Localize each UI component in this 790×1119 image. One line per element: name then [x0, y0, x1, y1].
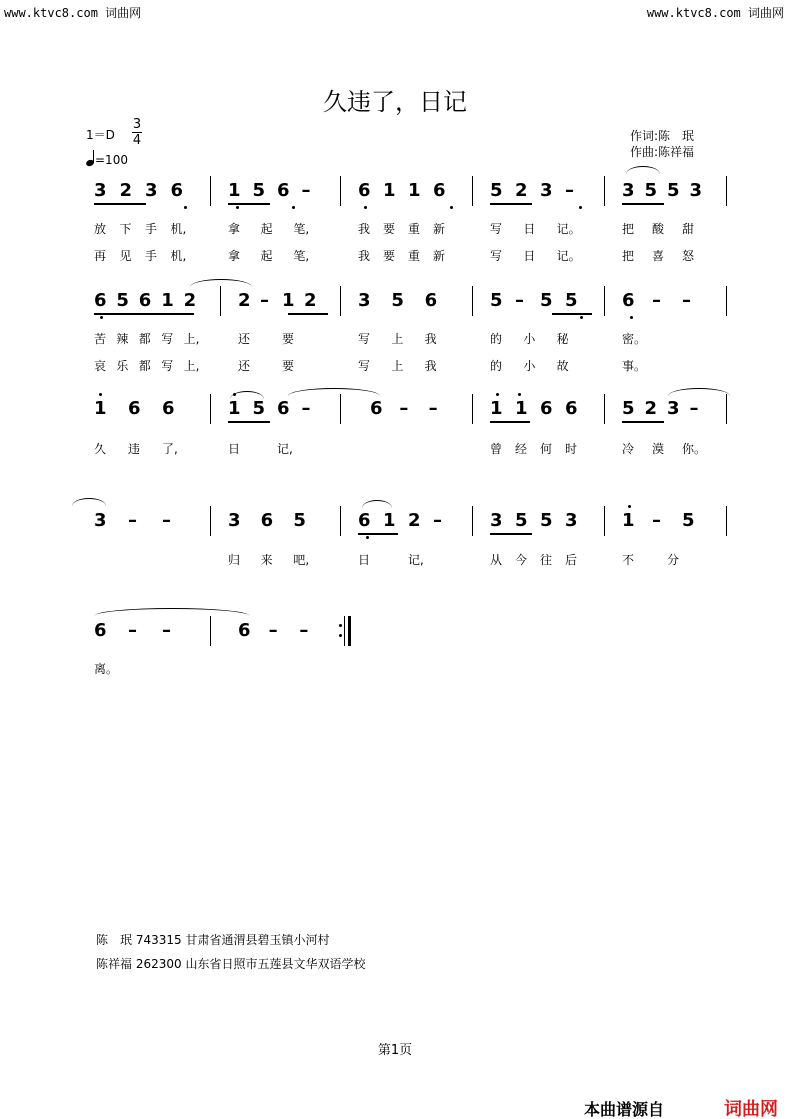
lyric-syllable: 把	[622, 249, 635, 263]
lyric-syllable: 今	[515, 553, 528, 567]
barline	[210, 616, 211, 646]
lyric-syllable: 的	[490, 359, 503, 373]
lyric-syllable: 记。	[556, 249, 581, 263]
dash-extension: –	[299, 620, 309, 641]
note: 5	[252, 180, 266, 201]
note: 6	[565, 398, 578, 419]
dash-extension: –	[689, 398, 699, 419]
note: 1	[490, 398, 503, 419]
lyric-syllable: 吧,	[293, 553, 310, 567]
dash-extension: –	[162, 510, 171, 531]
lyric-syllable: 时	[565, 442, 578, 456]
note: 5	[391, 290, 404, 311]
footer-site-logo[interactable]: 词曲网	[724, 1099, 778, 1119]
note: 6	[260, 510, 274, 531]
note: 2	[515, 180, 528, 201]
lyric-syllable: 记。	[556, 222, 581, 236]
lyric-syllable: 小	[523, 359, 536, 373]
low-octave-dot	[292, 206, 295, 209]
page-number: 第1页	[377, 1043, 413, 1058]
quarter-note-icon	[86, 152, 95, 166]
lyric-syllable: 我	[358, 249, 371, 263]
barline	[604, 286, 605, 316]
dash-extension: –	[128, 510, 137, 531]
note: 1	[161, 290, 174, 311]
low-octave-dot	[630, 316, 633, 319]
lyricist: 作词:陈 珉	[630, 129, 695, 143]
barline	[340, 506, 341, 536]
dash-extension: –	[428, 398, 438, 419]
barline	[210, 394, 211, 424]
barline	[344, 616, 345, 646]
lyric-syllable: 写	[161, 359, 174, 373]
note: 3	[145, 180, 158, 201]
beam-underline	[490, 421, 530, 423]
note: 6	[424, 290, 438, 311]
lyric-syllable: 起	[260, 222, 273, 236]
lyric-syllable: 都	[138, 359, 151, 373]
lyric-syllable: 手	[145, 249, 158, 263]
lyric-syllable: 写	[358, 332, 371, 346]
note: 3	[540, 180, 553, 201]
note: 6	[162, 398, 175, 419]
note: 3	[228, 510, 241, 531]
note: 2	[644, 398, 658, 419]
note: 6	[433, 180, 446, 201]
barline	[726, 176, 727, 206]
dash-extension: –	[301, 398, 311, 419]
beam-underline	[490, 533, 532, 535]
note: 2	[119, 180, 133, 201]
lyric-syllable: 写	[490, 222, 503, 236]
dash-extension: –	[260, 290, 269, 311]
lyric-syllable: 机,	[170, 222, 187, 236]
lyric-syllable: 上,	[183, 359, 200, 373]
lyric-syllable: 归	[228, 553, 241, 567]
lyric-syllable: 日	[358, 553, 371, 567]
beam-underline	[94, 313, 194, 315]
lyric-syllable: 见	[119, 249, 132, 263]
credits	[630, 128, 694, 160]
note: 6	[94, 620, 107, 641]
lyric-syllable: 故	[556, 359, 569, 373]
note: 1	[383, 180, 396, 201]
note: 6	[622, 290, 635, 311]
tempo-value: =100	[95, 153, 128, 167]
lyric-syllable: 后	[565, 553, 578, 567]
note: 6	[277, 398, 290, 419]
note: 1	[383, 510, 396, 531]
dash-extension: –	[652, 290, 661, 311]
lyric-syllable: 要	[383, 222, 396, 236]
lyric-syllable: 写	[358, 359, 371, 373]
beam-underline	[94, 203, 146, 205]
contact-addresses	[96, 928, 365, 976]
dash-extension: –	[162, 620, 171, 641]
lyric-syllable: 漠	[652, 442, 665, 456]
note: 3	[358, 290, 371, 311]
low-octave-dot	[579, 206, 582, 209]
note: 1	[408, 180, 421, 201]
lyric-syllable: 手	[145, 222, 158, 236]
lyric-syllable: 了,	[162, 442, 178, 456]
song-title: 久违了，日记	[323, 88, 467, 116]
high-octave-dot	[99, 393, 102, 396]
note: 6	[370, 398, 383, 419]
barline	[340, 176, 341, 206]
beam-underline	[622, 421, 664, 423]
dash-extension: –	[515, 290, 524, 311]
note: 1	[228, 180, 241, 201]
note: 3	[565, 510, 578, 531]
meter-bottom: 4	[132, 133, 142, 148]
lyric-syllable: 下	[119, 222, 132, 236]
note: 3	[622, 180, 635, 201]
slur-mark	[362, 500, 392, 508]
lyric-syllable: 上	[391, 359, 404, 373]
note: 3	[689, 180, 703, 201]
lyric-syllable: 哀	[94, 359, 107, 373]
slur-mark	[668, 388, 730, 396]
note: 5	[293, 510, 306, 531]
beam-underline	[552, 313, 592, 315]
lyric-syllable: 日	[228, 442, 241, 456]
lyric-syllable: 往	[540, 553, 553, 567]
beam-underline	[622, 203, 664, 205]
note: 3	[667, 398, 680, 419]
lyric-syllable: 喜	[652, 249, 665, 263]
barline	[472, 394, 473, 424]
barline	[210, 506, 211, 536]
lyric-syllable: 都	[138, 332, 151, 346]
note: 2	[304, 290, 317, 311]
lyric-syllable: 要	[282, 359, 295, 373]
lyric-syllable: 密。	[622, 332, 647, 346]
note: 6	[540, 398, 553, 419]
dash-extension: –	[268, 620, 278, 641]
note: 5	[667, 180, 680, 201]
beam-underline	[358, 533, 398, 535]
lyric-syllable: 上	[391, 332, 404, 346]
lyric-syllable: 你。	[682, 442, 707, 456]
note: 6	[94, 290, 107, 311]
lyric-syllable: 机,	[170, 249, 187, 263]
note: 3	[490, 510, 503, 531]
dash-extension: –	[433, 510, 442, 531]
beam-underline	[228, 203, 270, 205]
low-octave-dot	[236, 206, 239, 209]
lyric-syllable: 日	[523, 222, 536, 236]
lyric-syllable: 写	[490, 249, 503, 263]
note: 6	[358, 510, 371, 531]
note: 5	[540, 290, 553, 311]
lyric-syllable: 违	[128, 442, 141, 456]
lyric-syllable: 乐	[116, 359, 129, 373]
slur-mark	[94, 608, 250, 616]
note: 2	[238, 290, 251, 311]
lyric-syllable: 曾	[490, 442, 503, 456]
lyric-syllable: 我	[424, 332, 437, 346]
lyric-syllable: 冷	[622, 442, 635, 456]
barline	[726, 394, 727, 424]
note: 5	[682, 510, 695, 531]
footer-source: 本曲谱源自	[583, 1100, 664, 1119]
barline	[726, 286, 727, 316]
lyric-syllable: 重	[408, 249, 421, 263]
lyric-syllable: 上,	[183, 332, 200, 346]
high-octave-dot	[233, 393, 236, 396]
lyric-syllable: 新	[433, 249, 446, 263]
low-octave-dot	[184, 206, 187, 209]
note: 5	[490, 180, 503, 201]
barline	[604, 176, 605, 206]
barline	[220, 286, 221, 316]
lyric-syllable: 拿	[228, 222, 241, 236]
lyric-syllable: 从	[490, 553, 503, 567]
lyric-syllable: 我	[424, 359, 437, 373]
barline	[340, 286, 341, 316]
lyric-syllable: 把	[622, 222, 635, 236]
meter-top: 3	[132, 117, 142, 132]
key-signature: 1＝D	[86, 128, 115, 142]
note: 6	[238, 620, 251, 641]
slur-mark	[72, 498, 106, 506]
lyric-syllable: 还	[238, 332, 251, 346]
lyric-syllable: 要	[282, 332, 295, 346]
note: 6	[358, 180, 371, 201]
lyric-syllable: 经	[515, 442, 528, 456]
low-octave-dot	[100, 316, 103, 319]
barline	[604, 506, 605, 536]
lyric-syllable: 新	[433, 222, 446, 236]
dash-extension: –	[301, 180, 311, 201]
address-line: 陈 珉 743315 甘肃省通渭县碧玉镇小河村	[96, 933, 330, 947]
barline	[340, 394, 341, 424]
high-octave-dot	[628, 505, 631, 508]
lyric-syllable: 久	[94, 442, 107, 456]
lyric-syllable: 还	[238, 359, 251, 373]
final-barline	[348, 616, 351, 646]
note: 3	[94, 180, 107, 201]
slur-mark	[288, 388, 380, 396]
note: 5	[540, 510, 553, 531]
note: 5	[565, 290, 578, 311]
high-octave-dot	[518, 393, 521, 396]
watermark-left: www.ktvc8.com 词曲网	[4, 6, 142, 20]
composer: 作曲:陈祥福	[630, 145, 695, 159]
note: 6	[170, 180, 184, 201]
repeat-dot	[339, 624, 342, 627]
lyric-syllable: 日	[523, 249, 536, 263]
lyric-syllable: 不	[622, 553, 635, 567]
lyric-syllable: 要	[383, 249, 396, 263]
beam-underline	[288, 313, 328, 315]
lyric-syllable: 甜	[682, 222, 695, 236]
lyric-syllable: 苦	[94, 332, 107, 346]
lyric-syllable: 分	[667, 553, 680, 567]
lyric-syllable: 怒	[682, 249, 695, 263]
note: 6	[128, 398, 141, 419]
beam-underline	[228, 421, 270, 423]
barline	[472, 286, 473, 316]
note: 5	[490, 290, 503, 311]
dash-extension: –	[682, 290, 691, 311]
slur-mark	[626, 166, 660, 174]
barline	[210, 176, 211, 206]
barline	[472, 506, 473, 536]
lyric-syllable: 再	[94, 249, 107, 263]
low-octave-dot	[580, 316, 583, 319]
lyric-syllable: 来	[260, 553, 273, 567]
lyric-syllable: 辣	[116, 332, 129, 346]
note: 5	[252, 398, 266, 419]
lyric-syllable: 笔,	[293, 249, 310, 263]
note: 1	[515, 398, 528, 419]
tempo-marking	[86, 152, 128, 167]
lyric-syllable: 放	[94, 222, 107, 236]
lyric-syllable: 笔,	[293, 222, 310, 236]
high-octave-dot	[496, 393, 499, 396]
lyric-syllable: 小	[523, 332, 536, 346]
lyric-syllable: 事。	[622, 359, 647, 373]
note: 5	[644, 180, 658, 201]
note: 2	[183, 290, 197, 311]
watermark-right: www.ktvc8.com 词曲网	[646, 6, 784, 20]
lyric-syllable: 记,	[277, 442, 293, 456]
lyric-syllable: 起	[260, 249, 273, 263]
low-octave-dot	[450, 206, 453, 209]
address-line: 陈祥福 262300 山东省日照市五莲县文华双语学校	[96, 957, 366, 971]
note: 1	[94, 398, 107, 419]
note: 5	[622, 398, 635, 419]
lyric-syllable: 何	[540, 442, 553, 456]
dash-extension: –	[565, 180, 574, 201]
lyric-syllable: 的	[490, 332, 503, 346]
note: 3	[94, 510, 107, 531]
note: 5	[515, 510, 528, 531]
barline	[604, 394, 605, 424]
lyric-syllable: 酸	[652, 222, 665, 236]
note: 6	[138, 290, 152, 311]
repeat-dot	[339, 634, 342, 637]
lyric-syllable: 拿	[228, 249, 241, 263]
lyric-syllable: 写	[161, 332, 174, 346]
lyric-syllable: 记,	[408, 553, 424, 567]
note: 6	[277, 180, 290, 201]
dash-extension: –	[652, 510, 661, 531]
note: 5	[116, 290, 129, 311]
lyric-syllable: 我	[358, 222, 371, 236]
dash-extension: –	[128, 620, 137, 641]
note: 1	[228, 398, 241, 419]
note: 1	[282, 290, 295, 311]
beam-underline	[490, 203, 532, 205]
low-octave-dot	[364, 206, 367, 209]
slur-mark	[190, 279, 252, 287]
dash-extension: –	[399, 398, 409, 419]
barline	[472, 176, 473, 206]
low-octave-dot	[366, 536, 369, 539]
time-signature	[132, 118, 142, 147]
note: 2	[408, 510, 421, 531]
lyric-syllable: 离。	[94, 662, 119, 676]
lyric-syllable: 秘	[556, 332, 569, 346]
note: 1	[622, 510, 635, 531]
lyric-syllable: 重	[408, 222, 421, 236]
barline	[726, 506, 727, 536]
